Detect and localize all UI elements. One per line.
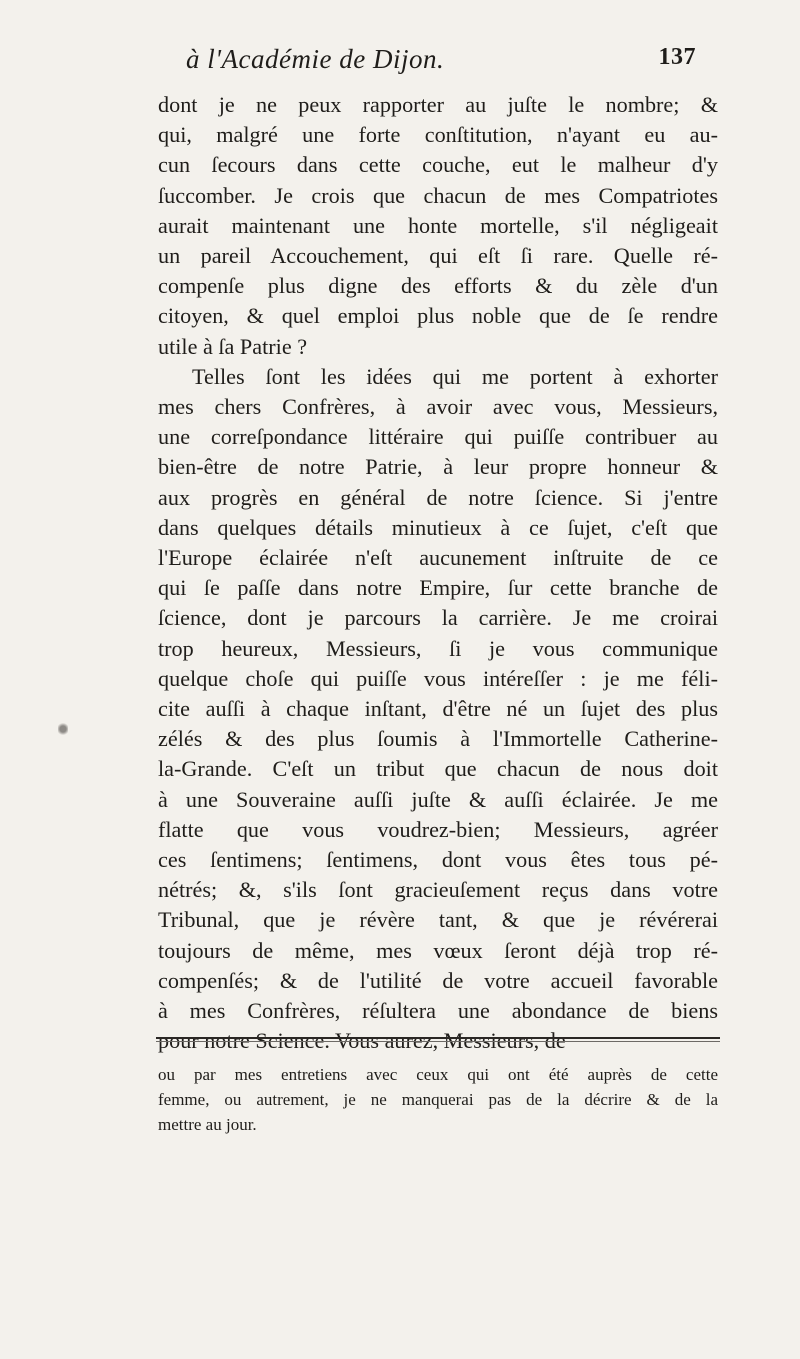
- text-line: toujours de même, mes vœux ſeront déjà trop ré-: [158, 937, 718, 963]
- text-line: quelque choſe qui puiſſe vous intéreſſer : je me féli-: [158, 665, 718, 691]
- text-line: utile à ſa Patrie ?: [158, 333, 308, 359]
- text-line: dans quelques détails minutieux à ce ſujet, c'eſt que: [158, 514, 718, 540]
- text-line: zélés & des plus ſoumis à l'Immortelle Catherine-: [158, 726, 718, 752]
- text-line: qui, malgré une forte conſtitution, n'ayant eu au-: [158, 122, 718, 148]
- text-line: ſuccomber. Je crois que chacun de mes Compatriotes: [158, 182, 718, 208]
- text-line: à une Souveraine auſſi juſte & auſſi éclairée. Je me: [158, 786, 718, 812]
- text-line: pour notre Science. Vous aurez, Messieurs, de: [158, 1028, 566, 1054]
- main-text: [158, 90, 718, 1057]
- text-line: trop heureux, Messieurs, ſi je vous communique: [158, 635, 718, 661]
- text-line: l'Europe éclairée n'eſt aucunement inſtruite de ce: [158, 545, 718, 571]
- footnote-line: ou par mes entretiens avec ceux qui ont été auprès de cette: [158, 1065, 718, 1084]
- text-line: compenſe plus digne des efforts & du zèle d'un: [158, 273, 718, 299]
- text-line: compenſés; & de l'utilité de votre accueil favorable: [158, 967, 718, 993]
- text-line: un pareil Accouchement, qui eſt ſi rare. Quelle ré-: [158, 243, 718, 269]
- text-line: aurait maintenant une honte mortelle, s'il négligeait: [158, 212, 718, 238]
- text-line: la-Grande. C'eſt un tribut que chacun de nous doit: [158, 756, 718, 782]
- text-line: ces ſentimens; ſentimens, dont vous êtes tous pé-: [158, 847, 718, 873]
- footnote-rule-thin: [156, 1041, 720, 1042]
- text-line: cite auſſi à chaque inſtant, d'être né un ſujet des plus: [158, 696, 718, 722]
- text-line: citoyen, & quel emploi plus noble que de ſe rendre: [158, 303, 718, 329]
- text-line: dont je ne peux rapporter au juſte le nombre; &: [158, 92, 718, 117]
- text-line: flatte que vous voudrez-bien; Messieurs, agréer: [158, 816, 718, 842]
- text-line: à mes Confrères, réſultera une abondance de biens: [158, 998, 718, 1024]
- text-line: une correſpondance littéraire qui puiſſe contribuer au: [158, 424, 718, 450]
- running-title: à l'Académie de Dijon.: [186, 44, 445, 74]
- text-line: qui ſe paſſe dans notre Empire, ſur cette branche de: [158, 575, 718, 601]
- text-line: Telles ſont les idées qui me portent à exhorter: [192, 363, 718, 389]
- footnote-line: mettre au jour.: [158, 1115, 257, 1134]
- footnote: [158, 1062, 718, 1137]
- text-line: nétrés; &, s'ils ſont gracieuſement reçus dans votre: [158, 877, 718, 903]
- text-line: cun ſecours dans cette couche, eut le malheur d'y: [158, 152, 718, 178]
- page-number: 137: [658, 44, 696, 70]
- footnote-line: femme, ou autrement, je ne manquerai pas de la décrire & de la: [158, 1090, 718, 1109]
- text-line: mes chers Confrères, à avoir avec vous, Messieurs,: [158, 394, 718, 420]
- running-header: [186, 44, 696, 84]
- text-line: ſcience, dont je parcours la carrière. Je me croirai: [158, 605, 718, 631]
- text-line: bien-être de notre Patrie, à leur propre honneur &: [158, 454, 718, 480]
- text-line: aux progrès en général de notre ſcience. Si j'entre: [158, 484, 718, 510]
- ink-mark: [58, 720, 68, 738]
- footnote-rule: [156, 1037, 720, 1039]
- text-line: Tribunal, que je révère tant, & que je révérerai: [158, 907, 718, 933]
